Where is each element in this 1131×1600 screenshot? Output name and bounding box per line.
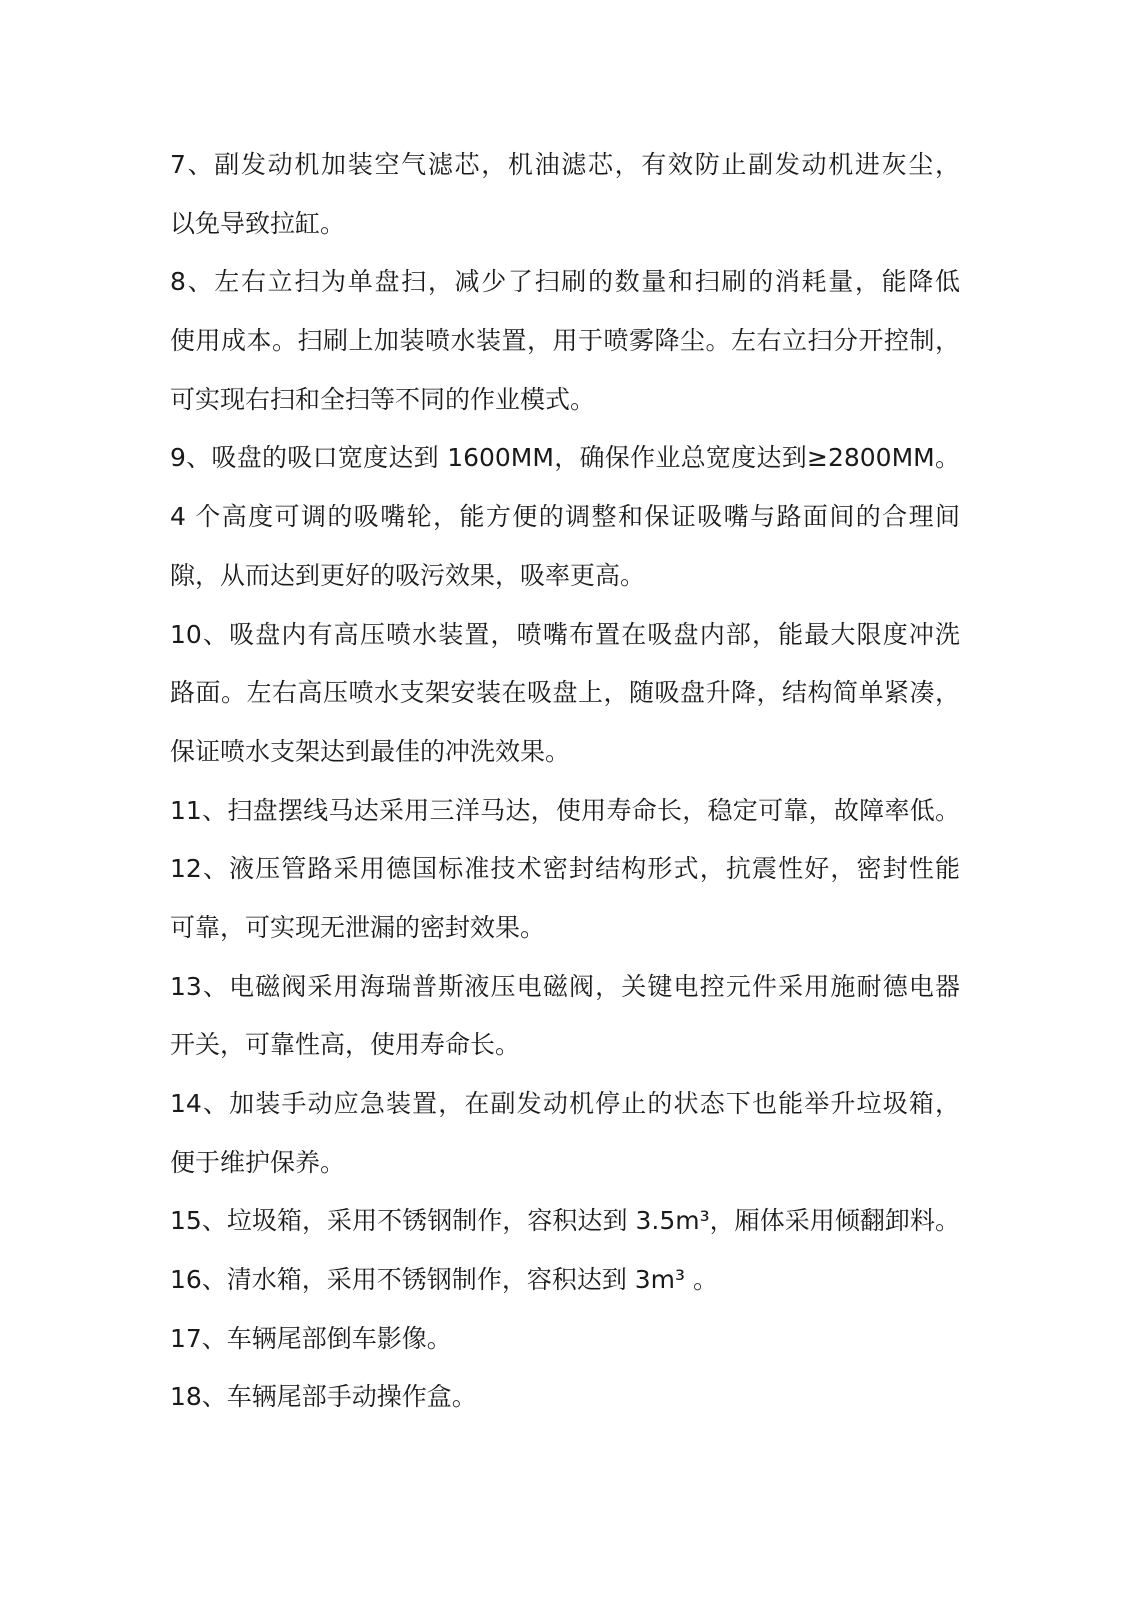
text-line: 13、电磁阀采用海瑞普斯液压电磁阀，关键电控元件采用施耐德电器 (170, 971, 960, 1001)
text-line: 7、副发动机加装空气滤芯，机油滤芯，有效防止副发动机进灰尘， (170, 150, 960, 179)
text-line: 可靠，可实现无泄漏的密封效果。 (170, 912, 546, 942)
text-line: 15、垃圾箱，采用不锈钢制作，容积达到 3.5m³，厢体采用倾翻卸料。 (170, 1206, 960, 1236)
text-line: 保证喷水支架达到最佳的冲洗效果。 (170, 736, 571, 766)
text-line: 4 个高度可调的吸嘴轮，能方便的调整和保证吸嘴与路面间的合理间 (170, 502, 960, 532)
text-line: 17、车辆尾部倒车影像。 (170, 1323, 452, 1353)
text-line: 16、清水箱，采用不锈钢制作，容积达到 3m³ 。 (170, 1265, 718, 1295)
text-line: 以免导致拉缸。 (170, 208, 346, 238)
text-line: 11、扫盘摆线马达采用三洋马达，使用寿命长，稳定可靠，故障率低。 (170, 795, 960, 825)
document-body (170, 143, 960, 1434)
text-line: 18、车辆尾部手动操作盒。 (170, 1382, 477, 1412)
text-line: 14、加装手动应急装置，在副发动机停止的状态下也能举升垃圾箱， (170, 1089, 960, 1118)
text-line: 隙，从而达到更好的吸污效果，吸率更高。 (170, 560, 646, 590)
text-line: 9、吸盘的吸口宽度达到 1600MM，确保作业总宽度达到≥2800MM。 (170, 443, 960, 473)
text-line: 路面。左右高压喷水支架安装在吸盘上，随吸盘升降，结构简单紧凑， (170, 678, 960, 708)
text-line: 12、液压管路采用德国标准技术密封结构形式，抗震性好，密封性能 (170, 854, 960, 884)
text-line: 10、吸盘内有高压喷水装置，喷嘴布置在吸盘内部，能最大限度冲洗 (170, 619, 960, 649)
text-line: 8、左右立扫为单盘扫，减少了扫刷的数量和扫刷的消耗量，能降低 (170, 267, 960, 297)
text-line: 使用成本。扫刷上加装喷水装置，用于喷雾降尘。左右立扫分开控制， (170, 326, 960, 356)
text-line: 开关，可靠性高，使用寿命长。 (170, 1030, 521, 1060)
text-line: 便于维护保养。 (170, 1147, 346, 1177)
text-line: 可实现右扫和全扫等不同的作业模式。 (170, 384, 596, 414)
